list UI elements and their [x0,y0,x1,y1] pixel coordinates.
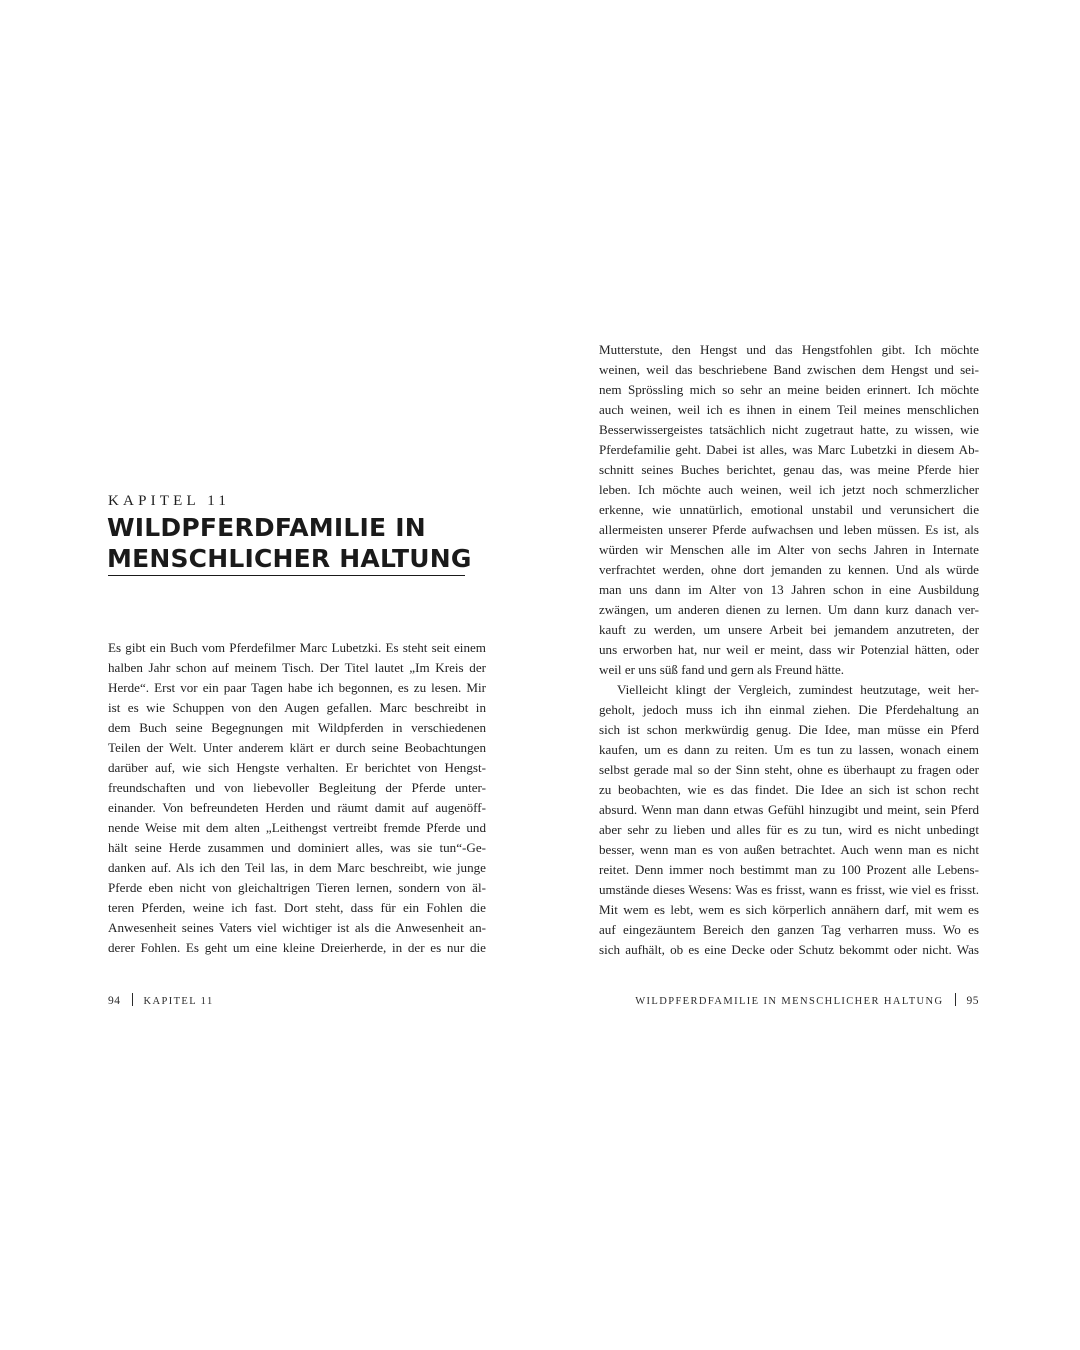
text-line: auch weinen, weil ich es ihnen in einem Teil meines menschlichen [599,402,979,417]
text-line: auf eingezäuntem Bereich den ganzen Tag verharren muss. Wo es [599,922,979,937]
running-head: KAPITEL 11 [143,996,214,1007]
footer-divider [132,993,133,1006]
text-line: allermeisten unserer Pferde aufwachsen und leben müssen. Es ist, als [599,522,979,537]
right-footer [635,993,979,1007]
text-line: zu beobachten, wie es das findet. Die Idee an sich ist schon recht [599,782,979,797]
chapter-title [107,512,472,574]
text-line: Teilen der Welt. Unter anderem klärt er durch seine Beobachtungen [108,740,486,755]
text-line: derer Fohlen. Es geht um eine kleine Dreierherde, in der es nur die [108,940,486,955]
text-line: besser, wenn man es von außen betrachtet. Auch wenn man es nicht [599,842,979,857]
text-line: weinen, weil das beschriebene Band zwischen dem Hengst und sei- [599,362,979,377]
text-line: danken auf. Als ich den Teil las, in dem Marc beschreibt, wie junge [108,860,486,875]
left-footer [108,993,214,1007]
text-line: aber sehr zu lieben und alles für es zu tun, wird es nicht unbedingt [599,822,979,837]
text-line: geholt, jedoch muss ich ihn einmal ziehen. Die Pferdehaltung an [599,702,979,717]
text-line: teren Pferden, weine ich fast. Dort steht, dass für ein Fohlen die [108,900,486,915]
text-line: Pferdefamilie geht. Dabei ist alles, was Marc Lubetzki in diesem Ab- [599,442,979,457]
text-line: sich ist schon merkwürdig genug. Die Idee, man müsse ein Pferd [599,722,979,737]
text-line: leben. Ich möchte auch weinen, weil ich jetzt noch schmerzlicher [599,482,979,497]
chapter-title-line: MENSCHLICHER HALTUNG [107,544,472,573]
text-line: Anwesenheit seines Vaters viel wichtiger ist als die Anwesenheit an- [108,920,486,935]
text-line: Mutterstute, den Hengst und das Hengstfohlen gibt. Ich möchte [599,342,979,357]
text-line: zwängen, um anderen dienen zu lernen. Um dann kurz danach ver- [599,602,979,617]
text-line: Pferde eben nicht von gleichaltrigen Tieren lernen, sondern von äl- [108,880,486,895]
footer-divider [955,993,956,1006]
chapter-label: KAPITEL 11 [108,493,231,509]
text-line: freundschaften und von liebevoller Begleitung der Pferde unter- [108,780,486,795]
chapter-title-line: WILDPFERDFAMILIE IN [107,513,426,542]
text-line: halben Jahr schon auf meinem Tisch. Der Titel lautet „Im Kreis der [108,660,486,675]
text-line: umstände dieses Wesens: Was es frisst, wann es frisst, wie viel es frisst. [599,882,979,897]
text-line: uns erworben hat, nur weil er meint, dass wir Potenzial hätten, oder [599,642,979,657]
page-number: 95 [966,995,979,1007]
page-number: 94 [108,995,121,1007]
text-line: darüber auf, wie sich Hengste verhalten. Er berichtet von Hengst- [108,760,486,775]
text-line: absurd. Wenn man dann etwas Gefühl hinzugibt und meint, sein Pferd [599,802,979,817]
text-line: Mit wem es lebt, wem es sich körperlich annähern darf, mit wem es [599,902,979,917]
running-head: WILDPFERDFAMILIE IN MENSCHLICHER HALTUNG [635,996,944,1007]
text-line: Es gibt ein Buch vom Pferdefilmer Marc Lubetzki. Es steht seit einem [108,640,486,655]
title-underline [108,575,465,576]
text-line: nende Weise mit dem alten „Leithengst vertreibt fremde Pferde und [108,820,486,835]
text-line: erkenne, wie unnatürlich, emotional unstabil und verunsichert die [599,502,979,517]
text-line: kaufen, um es dann zu reiten. Um es tun zu lassen, wonach einem [599,742,979,757]
text-line: weil er uns süß fand und gern als Freund hätte. [599,662,845,677]
right-page [540,0,1080,1350]
text-line: Vielleicht klingt der Vergleich, zumindest heutzutage, weit her- [617,682,979,697]
text-line: reitet. Denn immer noch bestimmt man zu 100 Prozent alle Lebens- [599,862,979,877]
text-line: nem Sprössling mich so sehr an meine beiden erinnert. Ich möchte [599,382,979,397]
text-line: Herde“. Erst vor ein paar Tagen habe ich begonnen, es zu lesen. Mir [108,680,486,695]
left-body-text [108,638,486,958]
right-body-text [599,340,979,960]
text-line: man uns dann im Alter von 13 Jahren schon in eine Ausbildung [599,582,979,597]
text-line: ist es wie Schuppen von den Augen gefallen. Marc beschreibt in [108,700,486,715]
text-line: kauft zu werden, um unsere Arbeit bei jemandem anzutreten, der [599,622,979,637]
text-line: schnitt seines Buches berichtet, genau das, was meine Pferde hier [599,462,979,477]
text-line: dem Buch seine Begegnungen mit Wildpferden in verschiedenen [108,720,486,735]
text-line: hält seine Herde zusammen und dominiert alles, was sie tun“-Ge- [108,840,486,855]
text-line: würden wir Menschen alle im Alter von sechs Jahren in Internate [599,542,979,557]
text-line: Besserwissergeistes tatsächlich nicht zugetraut hatte, zu wissen, wie [599,422,979,437]
text-line: sich aufhält, ob es eine Decke oder Schutz bekommt oder nicht. Was [599,942,979,957]
text-line: verfrachtet werden, ohne dort jemanden zu kennen. Und als würde [599,562,979,577]
text-line: selbst gerade mal so der Sinn steht, ohne es überhaupt zu fragen oder [599,762,979,777]
text-line: einander. Von befreundeten Herden und räumt damit auf augenöff- [108,800,486,815]
